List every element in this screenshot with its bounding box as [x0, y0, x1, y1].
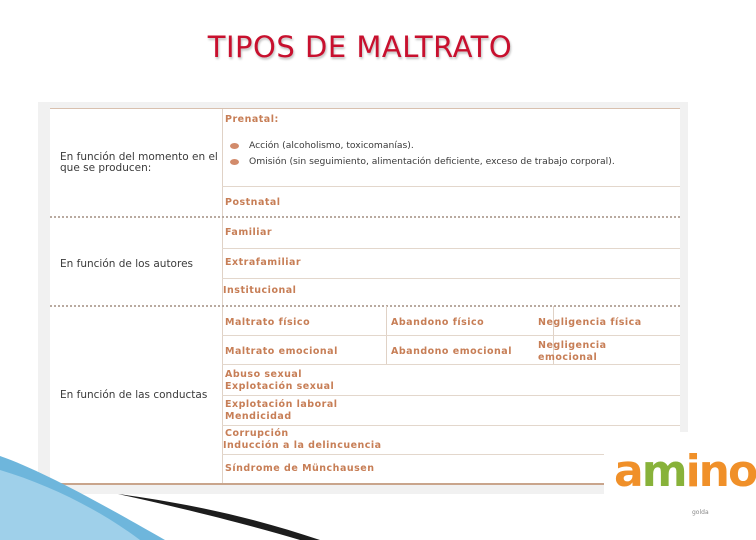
- logo-letter-m: m: [641, 446, 686, 497]
- row-label-autores: En función de los autores: [60, 258, 193, 270]
- row-divider: [222, 248, 680, 249]
- row-divider: [222, 425, 680, 426]
- row-divider: [222, 395, 680, 396]
- corrupcion: Corrupción: [225, 428, 289, 439]
- swoosh-black: [118, 494, 320, 540]
- row-divider: [222, 335, 680, 336]
- abandono-fisico: Abandono físico: [391, 317, 485, 328]
- logo-letters-ino: ino: [685, 446, 756, 497]
- autor-institucional: Institucional: [223, 285, 297, 296]
- autor-extrafamiliar: Extrafamiliar: [225, 257, 302, 268]
- slide-title: TIPOS DE MALTRATO: [207, 30, 513, 64]
- negligencia-emocional: Negligencia emocional: [538, 340, 607, 363]
- autor-familiar: Familiar: [225, 227, 273, 238]
- negligencia-fisica: Negligencia física: [538, 317, 642, 328]
- row-divider: [222, 364, 680, 365]
- row-divider: [222, 186, 680, 187]
- prenatal-item-text: Acción (alcoholismo, toxicomanías).: [249, 140, 414, 151]
- row-label-conductas: En función de las conductas: [60, 389, 208, 401]
- bullet-icon: [230, 159, 239, 165]
- logo-subtext: golda: [692, 509, 709, 516]
- amino-logo: [604, 432, 756, 532]
- explotacion-sexual: Explotación sexual: [225, 381, 335, 392]
- maltrato-table: [50, 108, 680, 485]
- explotacion-laboral: Explotación laboral: [225, 399, 338, 410]
- induccion-delincuencia: Inducción a la delincuencia: [223, 440, 382, 451]
- prenatal-label: Prenatal:: [225, 114, 279, 125]
- section-divider: [50, 305, 680, 307]
- maltrato-table-frame: [38, 102, 688, 494]
- sindrome-munchausen: Síndrome de Münchausen: [225, 463, 375, 474]
- maltrato-fisico: Maltrato físico: [225, 317, 311, 328]
- logo-letter-a: a: [614, 446, 642, 497]
- prenatal-item-text: Omisión (sin seguimiento, alimentación deficiente, exceso de trabajo corporal).: [249, 156, 615, 167]
- row-divider: [222, 278, 680, 279]
- prenatal-item-accion: [230, 140, 414, 151]
- prenatal-item-omision: [230, 156, 615, 167]
- row-label-momento: En función del momento en el que se producen:: [60, 151, 218, 174]
- postnatal-label: Postnatal: [225, 197, 281, 208]
- abandono-emocional: Abandono emocional: [391, 346, 512, 357]
- mendicidad: Mendicidad: [225, 411, 292, 422]
- bullet-icon: [230, 143, 239, 149]
- maltrato-emocional: Maltrato emocional: [225, 346, 338, 357]
- section-divider: [50, 216, 680, 218]
- abuso-sexual: Abuso sexual: [225, 369, 303, 380]
- logo-wordmark: [614, 446, 756, 497]
